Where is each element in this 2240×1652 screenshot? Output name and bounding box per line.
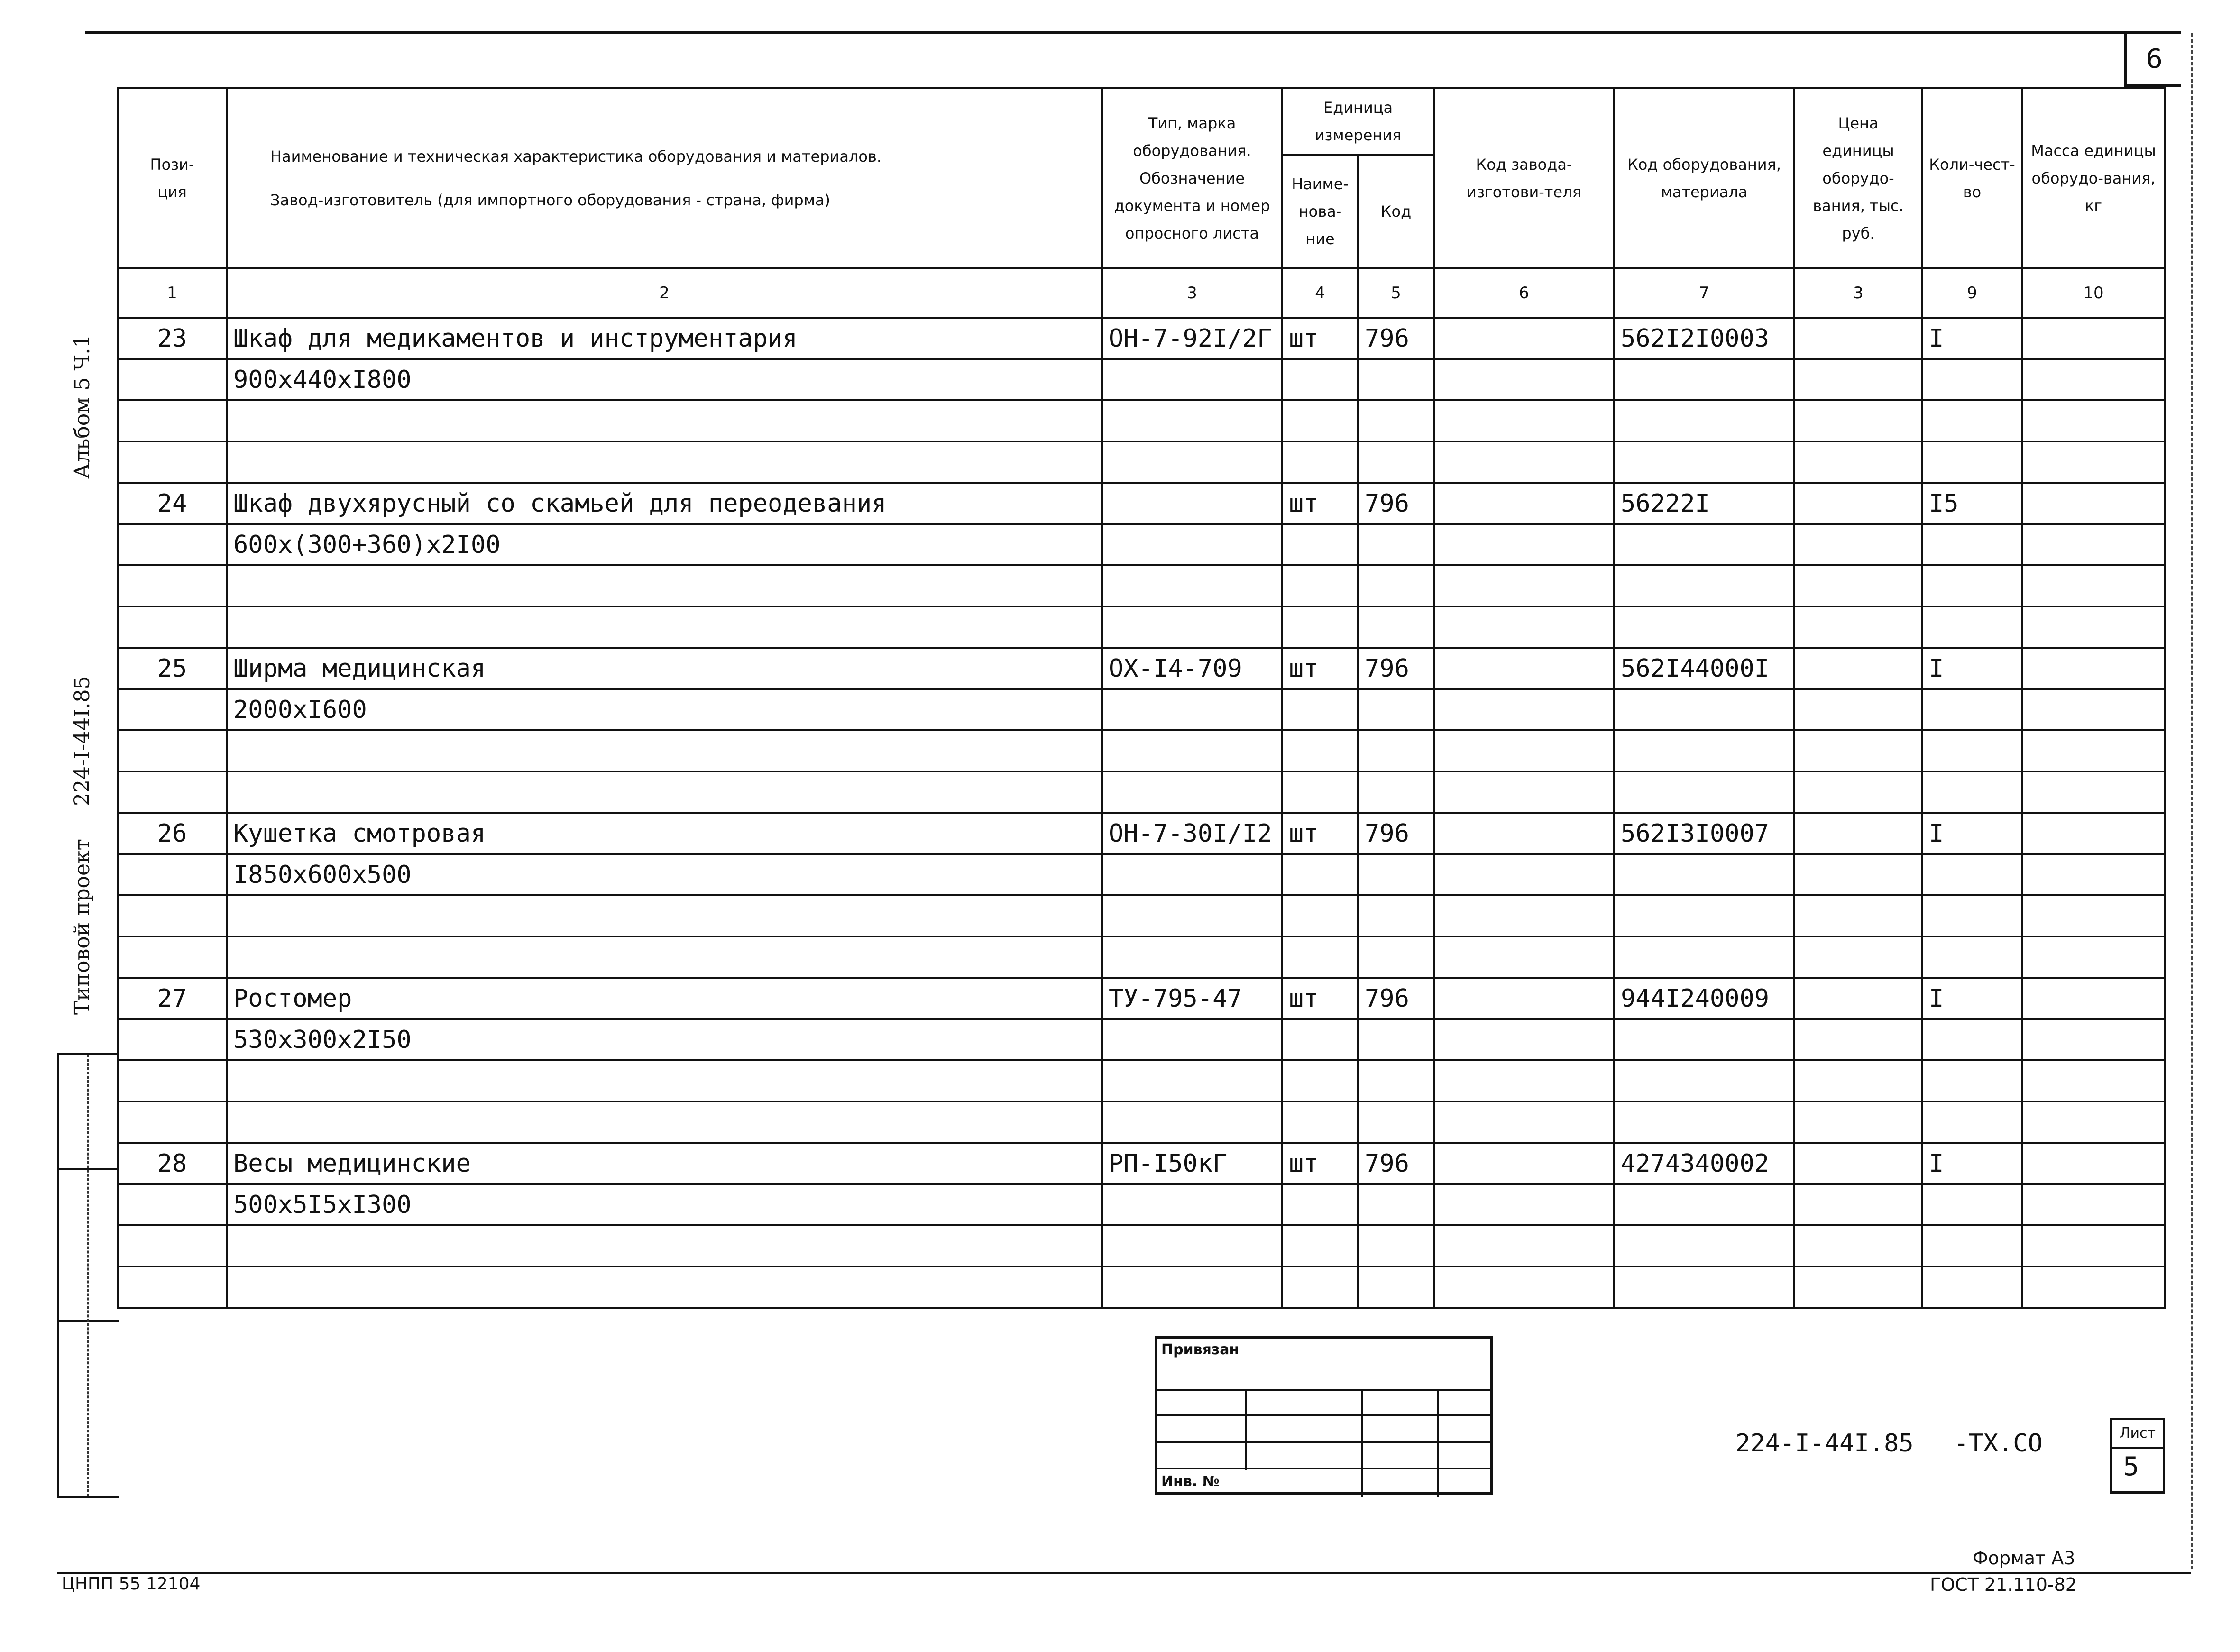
table-cell [118, 1019, 227, 1060]
table-cell [1358, 441, 1434, 483]
item-quantity: I [1922, 648, 2022, 689]
item-name: Ширма медицинская [227, 648, 1102, 689]
sheet-box [2110, 1418, 2165, 1494]
table-cell [1922, 565, 2022, 606]
table-cell [227, 1060, 1102, 1101]
table-cell [1434, 606, 1614, 648]
table-cell [1922, 730, 2022, 771]
table-cell [118, 606, 227, 648]
item-price [1794, 1143, 1922, 1184]
table-cell [1282, 895, 1358, 936]
table-cell [1614, 400, 1794, 441]
table-cell [1434, 1101, 1614, 1143]
table-cell [1358, 606, 1434, 648]
side-project-label: Типовой проект [70, 839, 94, 1015]
table-cell [1358, 936, 1434, 978]
table-cell [118, 1225, 227, 1267]
table-cell [1794, 1267, 1922, 1308]
table-row [118, 1143, 2165, 1184]
table-cell [1614, 1184, 1794, 1225]
item-dimensions: 530x300x2I50 [227, 1019, 1102, 1060]
table-row [118, 483, 2165, 524]
table-cell [1434, 400, 1614, 441]
table-cell [227, 1101, 1102, 1143]
table-cell [1282, 359, 1358, 400]
table-cell [1922, 606, 2022, 648]
table-row-empty [118, 565, 2165, 606]
table-cell [2022, 1101, 2165, 1143]
table-cell [1102, 400, 1282, 441]
table-cell [1614, 524, 1794, 565]
table-cell [2022, 1019, 2165, 1060]
table-cell [1922, 1225, 2022, 1267]
item-factory-code [1434, 483, 1614, 524]
table-cell [1614, 771, 1794, 813]
table-cell [227, 771, 1102, 813]
table-cell [1282, 1267, 1358, 1308]
bottom-border-line [57, 1572, 2191, 1574]
table-row-empty [118, 1060, 2165, 1101]
header-price: Цена единицы оборудо-вания, тыс. руб. [1794, 88, 1922, 268]
table-cell [1282, 606, 1358, 648]
table-row-empty [118, 1101, 2165, 1143]
header-type: Тип, марка оборудования. Обозначение документа и номер опросного листа [1102, 88, 1282, 268]
table-cell [2022, 730, 2165, 771]
table-cell [1794, 854, 1922, 895]
header-factory-code: Код завода-изготови-теля [1434, 88, 1614, 268]
table-cell [1922, 895, 2022, 936]
table-cell [1794, 1101, 1922, 1143]
table-cell [1434, 689, 1614, 730]
table-cell [2022, 359, 2165, 400]
table-cell [1102, 854, 1282, 895]
table-row [118, 689, 2165, 730]
gost-label: ГОСТ 21.110-82 [1930, 1574, 2077, 1595]
table-cell [1434, 1060, 1614, 1101]
table-cell [1794, 936, 1922, 978]
table-row [118, 359, 2165, 400]
table-cell [1282, 1019, 1358, 1060]
item-equipment-code: 944I240009 [1614, 978, 1794, 1019]
table-cell [1102, 1225, 1282, 1267]
item-price [1794, 648, 1922, 689]
table-cell [227, 1267, 1102, 1308]
table-cell [1434, 771, 1614, 813]
table-cell [1614, 854, 1794, 895]
item-mass [2022, 648, 2165, 689]
table-cell [1282, 400, 1358, 441]
item-position: 25 [118, 648, 227, 689]
item-unit-code: 796 [1358, 813, 1434, 854]
item-type: ОХ-I4-709 [1102, 648, 1282, 689]
item-equipment-code: 562I44000I [1614, 648, 1794, 689]
table-row [118, 318, 2165, 359]
table-cell [1282, 1101, 1358, 1143]
item-type [1102, 483, 1282, 524]
item-factory-code [1434, 1143, 1614, 1184]
table-cell [1614, 936, 1794, 978]
item-mass [2022, 483, 2165, 524]
table-cell [118, 854, 227, 895]
equipment-spec-table [117, 87, 2166, 1309]
table-row [118, 1184, 2165, 1225]
table-cell [1102, 771, 1282, 813]
right-cut-line [2191, 33, 2193, 1569]
header-equipment-code: Код оборудования, материала [1614, 88, 1794, 268]
table-cell [1794, 524, 1922, 565]
item-equipment-code: 56222I [1614, 483, 1794, 524]
table-cell [1922, 771, 2022, 813]
table-cell [2022, 400, 2165, 441]
table-row-empty [118, 1267, 2165, 1308]
item-dimensions: I850x600x500 [227, 854, 1102, 895]
item-factory-code [1434, 813, 1614, 854]
table-cell [1358, 1225, 1434, 1267]
table-cell [1358, 1267, 1434, 1308]
header-quantity: Коли-чест-во [1922, 88, 2022, 268]
item-name: Шкаф двухярусный со скамьей для переодевания [227, 483, 1102, 524]
table-cell [1614, 730, 1794, 771]
table-cell [118, 1184, 227, 1225]
item-unit-code: 796 [1358, 978, 1434, 1019]
header-name: Наименование и техническая характеристика оборудования и материалов. Завод-изготовитель (для импортного оборудования - страна, фирма) [227, 88, 1102, 268]
item-type: ОН-7-92I/2Г [1102, 318, 1282, 359]
item-quantity: I5 [1922, 483, 2022, 524]
table-cell [1922, 936, 2022, 978]
item-unit: шт [1282, 813, 1358, 854]
table-cell [2022, 565, 2165, 606]
table-cell [1614, 1225, 1794, 1267]
item-quantity: I [1922, 978, 2022, 1019]
item-name: Ростомер [227, 978, 1102, 1019]
item-dimensions: 500x5I5xI300 [227, 1184, 1102, 1225]
item-equipment-code: 562I2I0003 [1614, 318, 1794, 359]
table-cell [1102, 1184, 1282, 1225]
table-cell [1358, 524, 1434, 565]
table-cell [118, 1101, 227, 1143]
table-cell [1434, 1225, 1614, 1267]
table-cell [1282, 730, 1358, 771]
table-cell [118, 771, 227, 813]
table-cell [1614, 1101, 1794, 1143]
item-position: 24 [118, 483, 227, 524]
table-cell [1794, 771, 1922, 813]
item-name: Кушетка смотровая [227, 813, 1102, 854]
table-row [118, 813, 2165, 854]
table-row-empty [118, 400, 2165, 441]
item-equipment-code: 562I3I0007 [1614, 813, 1794, 854]
item-mass [2022, 978, 2165, 1019]
table-cell [1358, 1101, 1434, 1143]
table-cell [1922, 1060, 2022, 1101]
table-cell [1922, 1101, 2022, 1143]
side-album-label: Альбом 5 Ч.1 [70, 334, 94, 479]
item-position: 26 [118, 813, 227, 854]
table-cell [1794, 441, 1922, 483]
table-cell [227, 730, 1102, 771]
table-row-empty [118, 895, 2165, 936]
table-cell [1102, 441, 1282, 483]
item-mass [2022, 1143, 2165, 1184]
table-cell [1282, 854, 1358, 895]
table-cell [1102, 1101, 1282, 1143]
table-cell [1794, 730, 1922, 771]
title-block [1155, 1336, 1493, 1495]
table-row-empty [118, 441, 2165, 483]
table-cell [1434, 895, 1614, 936]
table-cell [1434, 1184, 1614, 1225]
table-cell [1358, 854, 1434, 895]
item-factory-code [1434, 648, 1614, 689]
header-unit-group: Единица измерения [1282, 88, 1434, 155]
table-cell [1358, 565, 1434, 606]
column-numbers-row: 1 2 3 4 5 6 7 3 9 10 [118, 268, 2165, 318]
corner-sheet-number: 6 [2124, 33, 2181, 87]
table-cell [1922, 689, 2022, 730]
format-label: Формат А3 [1973, 1548, 2075, 1569]
table-cell [227, 400, 1102, 441]
table-cell [1434, 565, 1614, 606]
table-cell [1794, 359, 1922, 400]
table-cell [2022, 689, 2165, 730]
table-row [118, 854, 2165, 895]
table-cell [1922, 1267, 2022, 1308]
table-cell [1282, 1060, 1358, 1101]
table-cell [1282, 1184, 1358, 1225]
item-equipment-code: 4274340002 [1614, 1143, 1794, 1184]
table-cell [1614, 565, 1794, 606]
table-cell [1102, 936, 1282, 978]
item-type: ОН-7-30I/I2 [1102, 813, 1282, 854]
table-row-empty [118, 606, 2165, 648]
cnpp-label: ЦНПП 55 12104 [62, 1574, 201, 1594]
table-cell [118, 359, 227, 400]
table-cell [1614, 359, 1794, 400]
table-cell [1614, 606, 1794, 648]
table-cell [1358, 689, 1434, 730]
table-cell [1434, 1267, 1614, 1308]
header-position: Пози- ция [118, 88, 227, 268]
table-cell [1102, 524, 1282, 565]
table-cell [118, 689, 227, 730]
side-stamp-box [57, 1053, 119, 1498]
table-cell [1358, 1184, 1434, 1225]
item-position: 28 [118, 1143, 227, 1184]
table-cell [1794, 400, 1922, 441]
table-cell [1358, 771, 1434, 813]
table-cell [1922, 441, 2022, 483]
table-cell [1358, 400, 1434, 441]
document-code-suffix: -ТХ.СО [1954, 1429, 2043, 1458]
table-cell [1102, 565, 1282, 606]
header-unit-code: Код [1358, 155, 1434, 268]
table-row-empty [118, 771, 2165, 813]
item-price [1794, 318, 1922, 359]
table-cell [227, 1225, 1102, 1267]
table-cell [1102, 606, 1282, 648]
table-cell [227, 565, 1102, 606]
table-cell [1922, 400, 2022, 441]
item-dimensions: 900x440xI800 [227, 359, 1102, 400]
table-cell [1794, 895, 1922, 936]
table-cell [1434, 441, 1614, 483]
table-cell [1794, 1060, 1922, 1101]
header-mass: Масса единицы оборудо-вания, кг [2022, 88, 2165, 268]
item-quantity: I [1922, 318, 2022, 359]
table-cell [227, 441, 1102, 483]
table-cell [1102, 359, 1282, 400]
inv-no-label: Инв. № [1161, 1473, 1220, 1490]
table-cell [1282, 441, 1358, 483]
table-cell [118, 895, 227, 936]
top-border-line [85, 31, 2181, 34]
table-cell [1794, 606, 1922, 648]
table-cell [1282, 936, 1358, 978]
table-cell [1358, 359, 1434, 400]
table-cell [1282, 771, 1358, 813]
table-cell [1102, 1019, 1282, 1060]
table-row [118, 1019, 2165, 1060]
table-cell [1102, 895, 1282, 936]
table-cell [1358, 730, 1434, 771]
table-row-empty [118, 1225, 2165, 1267]
item-dimensions: 2000xI600 [227, 689, 1102, 730]
table-cell [1434, 936, 1614, 978]
table-row-empty [118, 730, 2165, 771]
table-cell [2022, 1184, 2165, 1225]
table-cell [2022, 1060, 2165, 1101]
item-type: ТУ-795-47 [1102, 978, 1282, 1019]
table-cell [1102, 1267, 1282, 1308]
header-unit-name: Наиме-нова-ние [1282, 155, 1358, 268]
item-factory-code [1434, 318, 1614, 359]
item-price [1794, 813, 1922, 854]
table-cell [1358, 1060, 1434, 1101]
item-unit: шт [1282, 978, 1358, 1019]
table-cell [1614, 1267, 1794, 1308]
item-position: 23 [118, 318, 227, 359]
table-row-empty [118, 936, 2165, 978]
table-cell [2022, 1225, 2165, 1267]
table-cell [1434, 359, 1614, 400]
table-cell [1614, 1060, 1794, 1101]
table-cell [2022, 895, 2165, 936]
table-cell [2022, 936, 2165, 978]
item-name: Весы медицинские [227, 1143, 1102, 1184]
table-cell [2022, 1267, 2165, 1308]
table-cell [1794, 1225, 1922, 1267]
table-cell [1282, 524, 1358, 565]
item-unit-code: 796 [1358, 1143, 1434, 1184]
table-cell [1614, 689, 1794, 730]
table-cell [2022, 771, 2165, 813]
sheet-number: 5 [2123, 1451, 2139, 1481]
table-cell [118, 1267, 227, 1308]
table-row [118, 524, 2165, 565]
item-dimensions: 600x(300+360)x2I00 [227, 524, 1102, 565]
table-cell [227, 606, 1102, 648]
table-cell [2022, 606, 2165, 648]
table-cell [1794, 689, 1922, 730]
item-unit-code: 796 [1358, 483, 1434, 524]
table-cell [1614, 1019, 1794, 1060]
item-factory-code [1434, 978, 1614, 1019]
item-mass [2022, 813, 2165, 854]
side-project-code: 224-I-44I.85 [70, 676, 94, 806]
table-cell [1794, 1184, 1922, 1225]
table-cell [118, 1060, 227, 1101]
table-cell [1922, 1184, 2022, 1225]
table-cell [1102, 1060, 1282, 1101]
table-cell [118, 565, 227, 606]
item-unit: шт [1282, 648, 1358, 689]
table-cell [118, 936, 227, 978]
table-cell [2022, 524, 2165, 565]
table-cell [1434, 1019, 1614, 1060]
table-cell [1434, 854, 1614, 895]
table-cell [2022, 441, 2165, 483]
table-cell [118, 730, 227, 771]
table-cell [227, 936, 1102, 978]
item-price [1794, 483, 1922, 524]
table-cell [1102, 689, 1282, 730]
table-cell [1922, 359, 2022, 400]
table-cell [1922, 524, 2022, 565]
table-cell [227, 895, 1102, 936]
table-cell [1922, 854, 2022, 895]
sheet-label: Лист [2112, 1420, 2163, 1449]
item-unit: шт [1282, 483, 1358, 524]
item-unit-code: 796 [1358, 318, 1434, 359]
table-cell [1922, 1019, 2022, 1060]
table-cell [1282, 1225, 1358, 1267]
table-cell [1614, 441, 1794, 483]
table-cell [1794, 565, 1922, 606]
item-unit-code: 796 [1358, 648, 1434, 689]
table-cell [1434, 524, 1614, 565]
item-price [1794, 978, 1922, 1019]
table-cell [1614, 895, 1794, 936]
item-name: Шкаф для медикаментов и инструментария [227, 318, 1102, 359]
privyazan-label: Привязан [1161, 1341, 1239, 1358]
item-quantity: I [1922, 813, 2022, 854]
table-cell [118, 441, 227, 483]
table-row [118, 648, 2165, 689]
table-cell [2022, 854, 2165, 895]
table-cell [118, 524, 227, 565]
table-row [118, 978, 2165, 1019]
table-cell [1434, 730, 1614, 771]
document-code: 224-I-44I.85 [1735, 1429, 1914, 1458]
table-cell [1794, 1019, 1922, 1060]
item-mass [2022, 318, 2165, 359]
item-unit: шт [1282, 318, 1358, 359]
table-cell [1358, 895, 1434, 936]
table-cell [1282, 565, 1358, 606]
table-cell [1282, 689, 1358, 730]
item-quantity: I [1922, 1143, 2022, 1184]
item-type: РП-I50кГ [1102, 1143, 1282, 1184]
table-cell [1358, 1019, 1434, 1060]
item-unit: шт [1282, 1143, 1358, 1184]
table-cell [118, 400, 227, 441]
item-position: 27 [118, 978, 227, 1019]
table-cell [1102, 730, 1282, 771]
